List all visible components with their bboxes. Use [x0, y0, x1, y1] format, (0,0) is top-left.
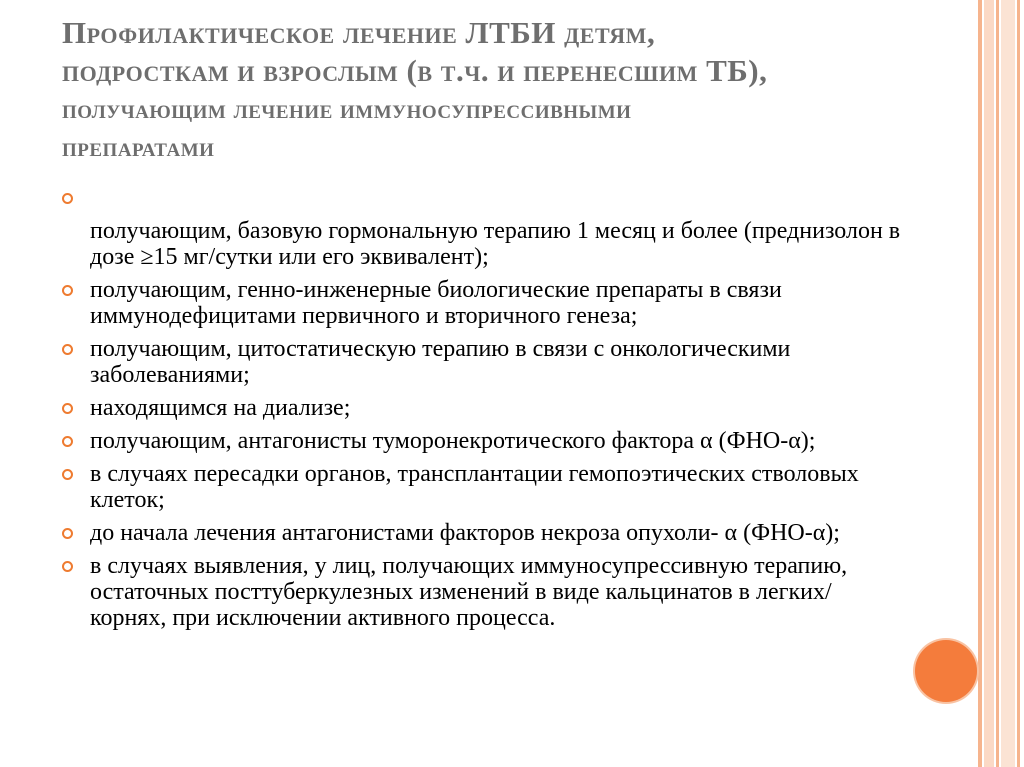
decorative-stripe	[1001, 0, 1015, 767]
title-line: подросткам и взрослым (в т.ч. и перенесшим ТБ),	[62, 53, 768, 88]
bullet-circle-icon	[62, 403, 73, 414]
bullet-circle-icon	[62, 344, 73, 355]
page-title	[62, 14, 922, 166]
list-item	[62, 520, 902, 546]
bullet-circle-icon	[62, 469, 73, 480]
decorative-stripe	[996, 0, 999, 767]
bullet-circle-icon	[62, 561, 73, 572]
bullet-list	[62, 185, 902, 638]
list-item	[62, 461, 902, 513]
list-item	[62, 218, 902, 270]
list-item-text: в случаях выявления, у лиц, получающих иммуносупрессивную терапию, остаточных посттуберкулезных изменений в виде кальцинатов в легких/корнях, при исключении активного процесса.	[90, 553, 848, 631]
list-item-text: получающим, базовую гормональную терапию 1 месяц и более (преднизолон в дозе ≥15 мг/сутки или его эквивалент);	[90, 218, 901, 270]
title-line: Профилактическое лечение ЛТБИ детям,	[62, 15, 656, 50]
title-line: препаратами	[62, 132, 215, 162]
list-item-text: находящимся на диализе;	[90, 395, 351, 421]
list-item-text: получающим, антагонисты туморонекротического фактора α (ФНО-α);	[90, 428, 816, 454]
list-item-text: в случаях пересадки органов, трансплантации гемопоэтических стволовых клеток;	[90, 461, 859, 513]
title-line: получающим лечение иммуносупрессивными	[62, 94, 632, 124]
list-item	[62, 185, 902, 211]
decorative-stripe	[984, 0, 994, 767]
decorative-circle-icon	[915, 640, 977, 702]
decorative-stripe	[978, 0, 982, 767]
list-item-text: получающим, цитостатическую терапию в связи с онкологическими заболеваниями;	[90, 336, 791, 388]
bullet-circle-icon	[62, 193, 73, 204]
list-item	[62, 395, 902, 421]
list-item	[62, 277, 902, 329]
decorative-stripe	[1017, 0, 1020, 767]
list-item	[62, 336, 902, 388]
list-item	[62, 428, 902, 454]
list-item	[62, 553, 902, 631]
list-item-text: получающим, генно-инженерные биологические препараты в связи иммунодефицитами первичного и вторичного генеза;	[90, 277, 782, 329]
bullet-circle-icon	[62, 528, 73, 539]
bullet-circle-icon	[62, 436, 73, 447]
list-item-text: до начала лечения антагонистами факторов некроза опухоли- α (ФНО-α);	[90, 520, 840, 546]
bullet-circle-icon	[62, 285, 73, 296]
